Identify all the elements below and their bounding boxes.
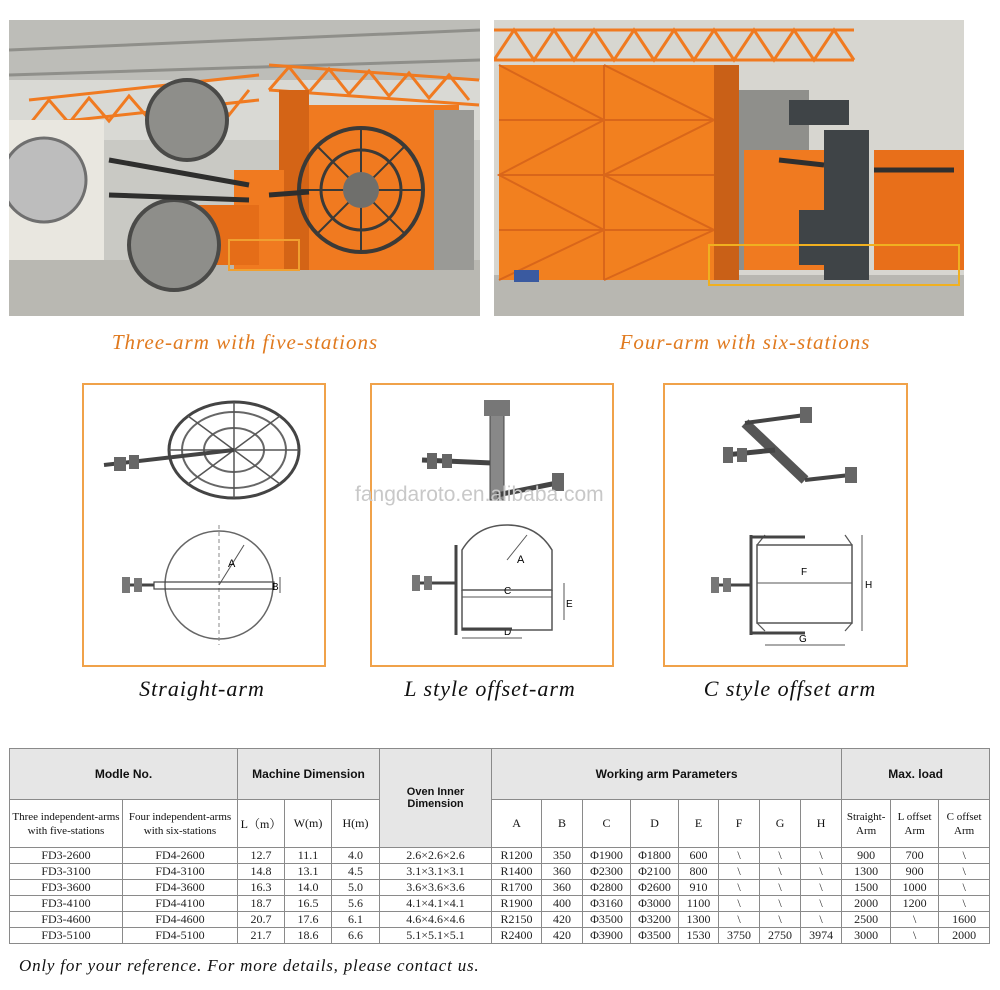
cell-W: 18.6 <box>285 928 332 944</box>
cell-D: Φ3000 <box>631 896 679 912</box>
cell-m3: FD3-2600 <box>10 848 123 864</box>
cell-oven: 3.6×3.6×3.6 <box>380 880 492 896</box>
label-H: H <box>865 580 873 591</box>
cell-m3: FD3-5100 <box>10 928 123 944</box>
cell-D: Φ1800 <box>631 848 679 864</box>
cell-straight: 900 <box>842 848 891 864</box>
table-row <box>10 880 990 896</box>
cell-B: 420 <box>542 912 583 928</box>
cell-L: 16.3 <box>238 880 285 896</box>
caption-four-arm: Four-arm with six-stations <box>619 330 871 354</box>
cell-G: \ <box>760 912 801 928</box>
cell-C: Φ3900 <box>583 928 631 944</box>
cell-A: R1400 <box>492 864 542 880</box>
cell-G: 2750 <box>760 928 801 944</box>
cell-H: 4.5 <box>332 864 380 880</box>
cell-m4: FD4-3600 <box>123 880 238 896</box>
cell-A: R2400 <box>492 928 542 944</box>
label-E: E <box>566 599 573 610</box>
cell-B: 350 <box>542 848 583 864</box>
header-machine-dimension: Machine Dimension <box>238 749 380 800</box>
subheader-G: G <box>760 800 801 848</box>
cell-G: \ <box>760 864 801 880</box>
label-F: F <box>801 567 808 578</box>
cell-l: 1200 <box>891 896 939 912</box>
cell-W: 17.6 <box>285 912 332 928</box>
cell-l: 1000 <box>891 880 939 896</box>
cell-m4: FD4-4100 <box>123 896 238 912</box>
cell-L: 12.7 <box>238 848 285 864</box>
subheader-L: L（m） <box>238 800 285 848</box>
caption-c-offset-arm: C style offset arm <box>703 676 877 701</box>
cell-G: \ <box>760 880 801 896</box>
cell-c: \ <box>939 896 990 912</box>
cell-C: Φ2300 <box>583 864 631 880</box>
cell-D: Φ3200 <box>631 912 679 928</box>
subheader-W: W(m) <box>285 800 332 848</box>
subheader-C: C <box>583 800 631 848</box>
cell-C: Φ2800 <box>583 880 631 896</box>
cell-W: 16.5 <box>285 896 332 912</box>
header-oven: Oven Inner Dimension <box>380 749 492 848</box>
subheader-four-arm: Four independent-arms with six-stations <box>123 800 238 848</box>
cell-c: \ <box>939 880 990 896</box>
label-A: A <box>228 558 236 570</box>
diagram-straight-arm <box>82 383 326 667</box>
cell-F: \ <box>719 848 760 864</box>
label-D: D <box>504 627 512 638</box>
cell-H: 6.1 <box>332 912 380 928</box>
label-G: G <box>799 634 807 645</box>
cell-A: R1200 <box>492 848 542 864</box>
cell-m3: FD3-4100 <box>10 896 123 912</box>
cell-L: 14.8 <box>238 864 285 880</box>
cell-E: 600 <box>679 848 719 864</box>
cell-H: 5.0 <box>332 880 380 896</box>
table-row <box>10 896 990 912</box>
cell-H: 6.6 <box>332 928 380 944</box>
cell-D: Φ2100 <box>631 864 679 880</box>
cell-Hp: \ <box>801 896 842 912</box>
label-B: B <box>272 582 279 593</box>
cell-E: 1100 <box>679 896 719 912</box>
cell-G: \ <box>760 848 801 864</box>
table-row <box>10 848 990 864</box>
cell-B: 360 <box>542 864 583 880</box>
cell-straight: 2500 <box>842 912 891 928</box>
cell-F: \ <box>719 880 760 896</box>
cell-D: Φ3500 <box>631 928 679 944</box>
cell-l: \ <box>891 912 939 928</box>
cell-straight: 3000 <box>842 928 891 944</box>
cell-Hp: \ <box>801 864 842 880</box>
subheader-B: B <box>542 800 583 848</box>
subheader-c-offset: C offset Arm <box>939 800 990 848</box>
cell-F: \ <box>719 896 760 912</box>
cell-B: 420 <box>542 928 583 944</box>
cell-E: 910 <box>679 880 719 896</box>
cell-l: 700 <box>891 848 939 864</box>
cell-c: \ <box>939 864 990 880</box>
cell-m3: FD3-3600 <box>10 880 123 896</box>
cell-m4: FD4-2600 <box>123 848 238 864</box>
cell-c: 2000 <box>939 928 990 944</box>
cell-C: Φ1900 <box>583 848 631 864</box>
cell-E: 800 <box>679 864 719 880</box>
cell-B: 360 <box>542 880 583 896</box>
cell-H: 5.6 <box>332 896 380 912</box>
cell-L: 21.7 <box>238 928 285 944</box>
cell-l: \ <box>891 928 939 944</box>
cell-c: 1600 <box>939 912 990 928</box>
header-model: Modle No. <box>10 749 238 800</box>
subheader-straight: Straight-Arm <box>842 800 891 848</box>
header-max-load: Max. load <box>842 749 990 800</box>
subheader-l-offset: L offset Arm <box>891 800 939 848</box>
cell-F: \ <box>719 912 760 928</box>
cell-Hp: \ <box>801 912 842 928</box>
cell-Hp: \ <box>801 880 842 896</box>
cell-C: Φ3160 <box>583 896 631 912</box>
table-row <box>10 864 990 880</box>
photo-four-arm-machine <box>494 20 964 316</box>
subheader-H: H(m) <box>332 800 380 848</box>
watermark: fangdaroto.en.alibaba.com <box>355 483 604 506</box>
header-working-arm: Working arm Parameters <box>492 749 842 800</box>
cell-oven: 4.6×4.6×4.6 <box>380 912 492 928</box>
caption-l-offset-arm: L style offset-arm <box>404 676 576 701</box>
cell-L: 20.7 <box>238 912 285 928</box>
diagram-c-offset-arm <box>663 383 908 667</box>
cell-oven: 2.6×2.6×2.6 <box>380 848 492 864</box>
subheader-E: E <box>679 800 719 848</box>
cell-l: 900 <box>891 864 939 880</box>
cell-L: 18.7 <box>238 896 285 912</box>
photo-three-arm-machine <box>9 20 480 316</box>
cell-straight: 1500 <box>842 880 891 896</box>
subheader-Hp: H <box>801 800 842 848</box>
label-C: C <box>504 586 512 597</box>
cell-straight: 1300 <box>842 864 891 880</box>
subheader-F: F <box>719 800 760 848</box>
cell-F: 3750 <box>719 928 760 944</box>
cell-straight: 2000 <box>842 896 891 912</box>
cell-C: Φ3500 <box>583 912 631 928</box>
cell-W: 11.1 <box>285 848 332 864</box>
caption-three-arm: Three-arm with five-stations <box>111 330 379 354</box>
subheader-D: D <box>631 800 679 848</box>
cell-H: 4.0 <box>332 848 380 864</box>
cell-A: R2150 <box>492 912 542 928</box>
cell-Hp: \ <box>801 848 842 864</box>
cell-oven: 3.1×3.1×3.1 <box>380 864 492 880</box>
cell-m3: FD3-3100 <box>10 864 123 880</box>
spec-table <box>9 748 990 944</box>
cell-Hp: 3974 <box>801 928 842 944</box>
diagram-l-offset-arm <box>370 383 614 667</box>
cell-m3: FD3-4600 <box>10 912 123 928</box>
cell-oven: 5.1×5.1×5.1 <box>380 928 492 944</box>
cell-E: 1300 <box>679 912 719 928</box>
cell-A: R1700 <box>492 880 542 896</box>
cell-D: Φ2600 <box>631 880 679 896</box>
cell-c: \ <box>939 848 990 864</box>
cell-W: 13.1 <box>285 864 332 880</box>
spec-table-body <box>10 848 990 944</box>
table-row <box>10 928 990 944</box>
cell-F: \ <box>719 864 760 880</box>
footer-note: Only for your reference. For more details, please contact us. <box>19 956 480 975</box>
cell-m4: FD4-5100 <box>123 928 238 944</box>
cell-G: \ <box>760 896 801 912</box>
label-A: A <box>517 554 525 566</box>
cell-W: 14.0 <box>285 880 332 896</box>
cell-E: 1530 <box>679 928 719 944</box>
cell-m4: FD4-3100 <box>123 864 238 880</box>
cell-B: 400 <box>542 896 583 912</box>
cell-oven: 4.1×4.1×4.1 <box>380 896 492 912</box>
subheader-three-arm: Three independent-arms with five-stations <box>10 800 123 848</box>
cell-m4: FD4-4600 <box>123 912 238 928</box>
subheader-A: A <box>492 800 542 848</box>
caption-straight-arm: Straight-arm <box>139 676 265 701</box>
cell-A: R1900 <box>492 896 542 912</box>
table-row <box>10 912 990 928</box>
